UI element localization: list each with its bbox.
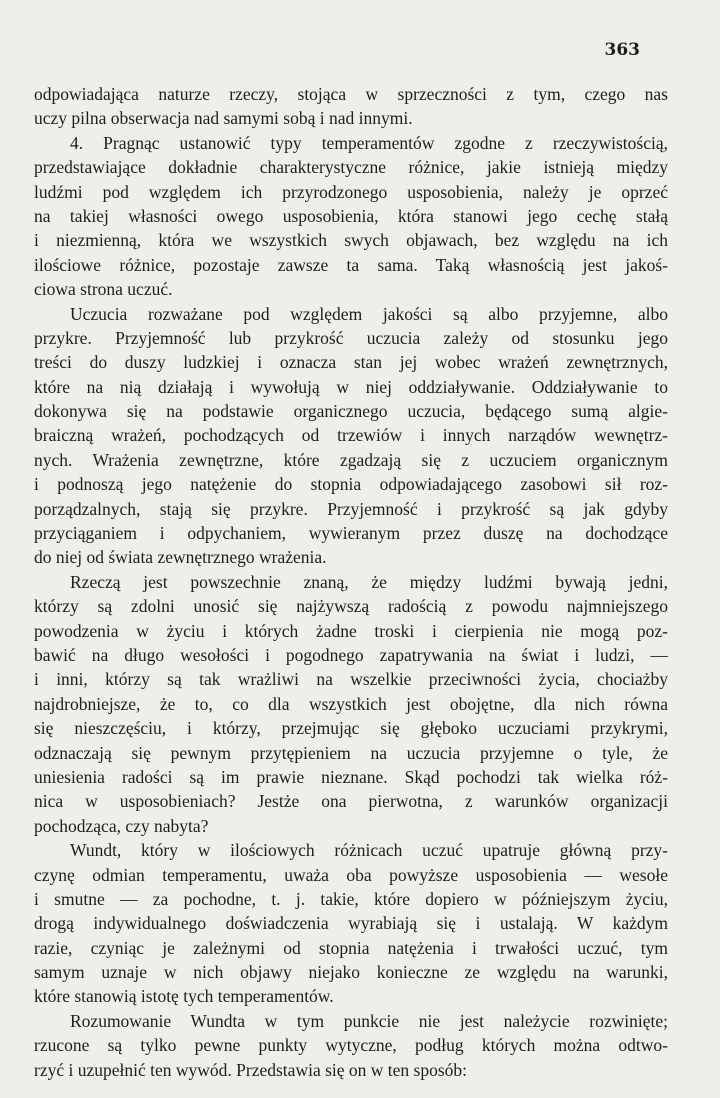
text-line: drogą indywidualnego doświadczenia wyrabiają się i ustalają. W każdym	[34, 913, 668, 934]
text-line: najdrobniejsze, że to, co dla wszystkich jest obojętne, dla nich równa	[34, 693, 668, 714]
text-line: odznaczają się pewnym przytępieniem na uczucia przyjemne o tyle, że	[34, 742, 668, 763]
text-line: się nieszczęściu, i którzy, przejmując się głęboko uczuciami przykrymi,	[34, 718, 668, 739]
text-line: uczy pilna obserwacja nad samymi sobą i nad innymi.	[34, 108, 413, 129]
text-line: które na nią działają i wywołują w niej oddziaływanie. Oddziaływanie to	[34, 376, 668, 397]
text-line: nych. Wrażenia zewnętrzne, które zgadzają się z uczuciem organicznym	[34, 449, 668, 470]
text-line: razie, czyniąc je zależnymi od stopnia natężenia i trwałości uczuć, tym	[34, 937, 668, 958]
text-line: Uczucia rozważane pod względem jakości są albo przyjemne, albo	[70, 303, 668, 324]
text-line: bawić na długo wesołości i pogodnego zapatrywania na świat i ludzi, —	[34, 644, 668, 665]
text-line: odpowiadająca naturze rzeczy, stojąca w sprzeczności z tym, czego nas	[34, 84, 668, 104]
text-line: ludźmi pod względem ich przyrodzonego usposobienia, należy je oprzeć	[34, 181, 668, 202]
text-line: i inni, którzy są tak wrażliwi na wszelkie przeciwności życia, chociażby	[34, 669, 668, 690]
text-line: Wundt, który w ilościowych różnicach uczuć upatruje główną przy-	[70, 840, 668, 861]
text-line: 4. Pragnąc ustanowić typy temperamentów zgodne z rzeczywistością,	[70, 132, 668, 153]
text-line: i podnoszą jego natężenie do stopnia odpowiadającego zasobowi sił roz-	[34, 474, 668, 495]
text-line: rzucone są tylko pewne punkty wytyczne, podług których można odtwo-	[34, 1035, 668, 1056]
text-line: treści do duszy ludzkiej i oznacza stan jej wobec wrażeń zewnętrznych,	[34, 352, 668, 373]
text-line: powodzenia w życiu i których żadne troski i cierpienia nie mogą poz-	[34, 620, 668, 641]
text-line: przykre. Przyjemność lub przykrość uczucia zależy od stosunku jego	[34, 327, 668, 348]
text-line: rzyć i uzupełnić ten wywód. Przedstawia się on w ten sposób:	[34, 1059, 468, 1080]
text-line: uniesienia radości są im prawie nieznane. Skąd pochodzi tak wielka róż-	[34, 766, 668, 787]
text-line: czynę odmian temperamentu, uważa oba powyższe usposobienia — wesołe	[34, 864, 668, 885]
text-line: przedstawiające dokładnie charakterystyczne różnice, jakie istnieją między	[34, 157, 668, 178]
text-line: Rzeczą jest powszechnie znaną, że między ludźmi bywają jedni,	[70, 571, 668, 592]
paragraph	[34, 302, 668, 570]
text-line: którzy są zdolni unosić się najżywszą radością z powodu najmniejszego	[34, 596, 668, 617]
text-line: i smutne — za pochodne, t. j. takie, które dopiero w późniejszym życiu,	[34, 888, 668, 909]
text-line: Rozumowanie Wundta w tym punkcie nie jest należycie rozwinięte;	[70, 1010, 668, 1031]
text-line: które stanowią istotę tych temperamentów.	[34, 986, 334, 1007]
text-line: braiczną wrażeń, pochodzących od trzewiów i innych narządów wewnętrz-	[34, 425, 668, 446]
paragraph	[34, 570, 668, 838]
text-line: ilościowe różnice, pozostaje zawsze ta sama. Taką własnością jest jakoś-	[34, 254, 668, 275]
text-line: przyciąganiem i odpychaniem, wywieranym przez duszę na dochodzące	[34, 523, 668, 544]
text-line: na takiej własności owego usposobienia, która stanowi jego cechę stałą	[34, 205, 668, 226]
text-line: ciowa strona uczuć.	[34, 279, 173, 300]
paragraph	[34, 1009, 668, 1082]
text-line: samym uznaje w nich objawy niejako konieczne ze względu na warunki,	[34, 962, 668, 983]
page-number: 363	[604, 40, 640, 60]
text-line: porządzalnych, stają się przykre. Przyjemność i przykrość są jak gdyby	[34, 498, 668, 519]
paragraph	[34, 82, 668, 131]
text-line: dokonywa się na podstawie organicznego uczucia, będącego sumą algie-	[34, 401, 668, 422]
text-line: do niej od świata zewnętrznego wrażenia.	[34, 547, 327, 568]
paragraph	[34, 838, 668, 1009]
paragraph	[34, 131, 668, 302]
text-line: nica w usposobieniach? Jestże ona pierwotna, z warunków organizacji	[34, 791, 668, 812]
text-line: i niezmienną, która we wszystkich swych objawach, bez względu na ich	[34, 230, 668, 251]
text-line: pochodząca, czy nabyta?	[34, 815, 209, 836]
body-text	[34, 82, 668, 1082]
